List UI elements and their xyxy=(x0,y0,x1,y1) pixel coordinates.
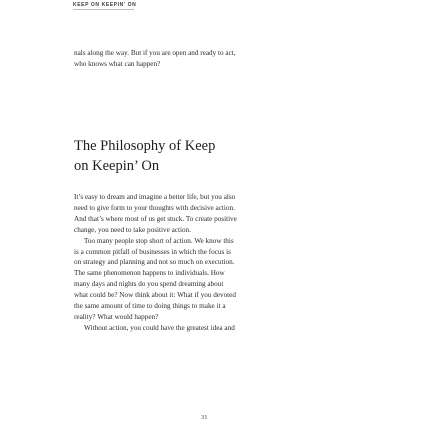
body-line: change, you need to take positive action. xyxy=(74,225,191,234)
body-line: many days and nights do you spend dreaming about xyxy=(74,280,224,289)
body-line: the same amount of time to doing things to make it a xyxy=(74,302,226,311)
running-head: KEEP ON KEEPIN' ON xyxy=(73,2,137,8)
body-line: Too many people stop short of action. We know this xyxy=(84,236,234,245)
body-line: The same phenomenon happens to individuals. How xyxy=(74,269,225,278)
body-line: It’s easy to dream and imagine a better life, but you also xyxy=(74,193,236,201)
body-line: And that’s where most of us get stuck. To create positive xyxy=(74,214,237,223)
chapter-title xyxy=(74,136,374,176)
body-text xyxy=(74,192,370,334)
body-line: Without action, you could have the greatest idea and xyxy=(84,323,235,332)
body-line: need to give form to your thoughts with decisive action. xyxy=(74,203,235,212)
intro-line: nals along the way. But if you are open and ready to act, xyxy=(74,49,236,57)
intro-paragraph xyxy=(74,48,370,70)
intro-line: who knows what can happen? xyxy=(74,60,161,68)
header-rule xyxy=(73,9,134,10)
body-line: reality? What would happen? xyxy=(74,312,159,321)
body-line: on strategy and planning and not so much on execution. xyxy=(74,258,235,267)
page-number: 31 xyxy=(201,414,208,421)
chapter-title-line: The Philosophy of Keep xyxy=(74,138,216,154)
body-line: what could be? Now think about it: What if you devoted xyxy=(74,291,236,300)
chapter-title-line: on Keepin’ On xyxy=(74,158,160,174)
body-line: is a common pitfall of businesses in which the focus is xyxy=(74,247,231,256)
